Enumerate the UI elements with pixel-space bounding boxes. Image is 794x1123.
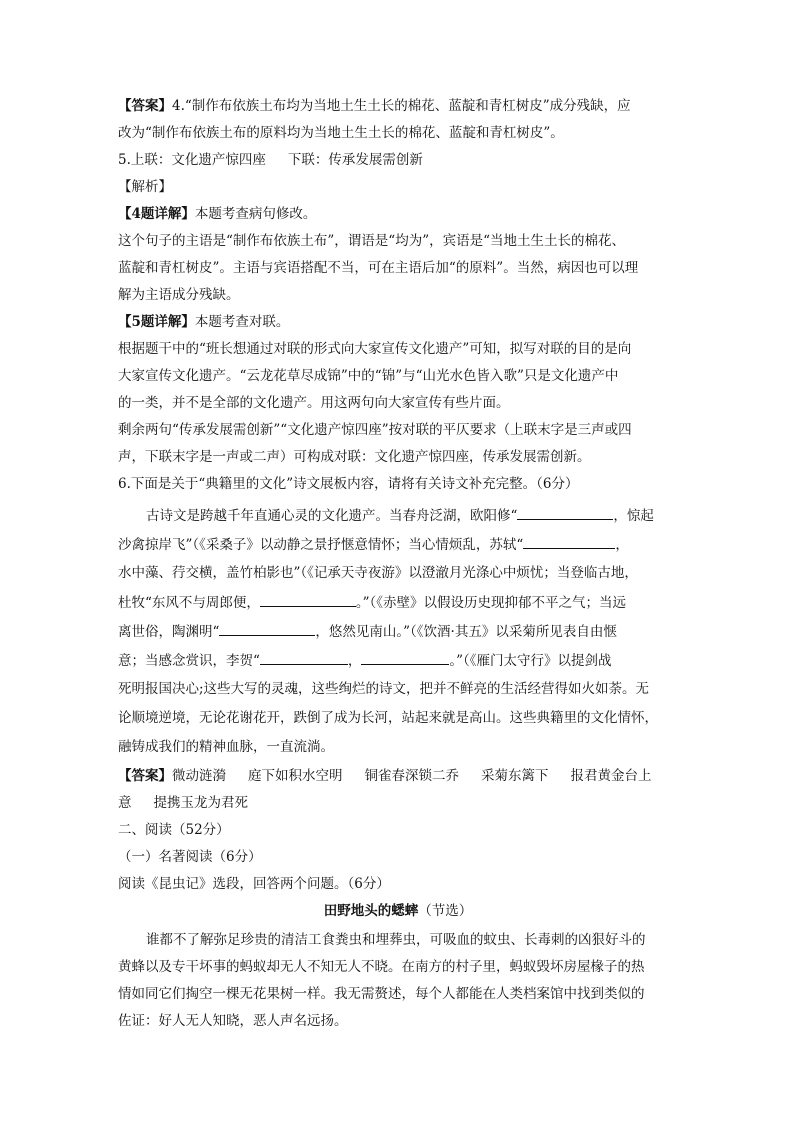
poem-text: ，悠然见南山。”（《饮酒·其五》以采菊所见表自由惬 bbox=[315, 624, 617, 640]
poem-para-6 bbox=[118, 650, 678, 671]
fill-blank-3 bbox=[260, 592, 356, 607]
lower-couplet: 下联：传承发展需创新 bbox=[287, 152, 423, 168]
answer-line-4 bbox=[118, 96, 678, 116]
poem-para-2 bbox=[118, 534, 678, 555]
answer-item: 庭下如积水空明 bbox=[248, 768, 343, 784]
analysis-heading: 【解析】 bbox=[118, 179, 172, 195]
excerpt-title bbox=[118, 901, 678, 921]
answer-item: 采菊东篱下 bbox=[481, 768, 549, 784]
answer-line-5 bbox=[118, 150, 678, 170]
poem-text: 离世俗，陶渊明“ bbox=[118, 624, 220, 640]
excerpt-para-1: 谁都不了解弥足珍贵的清洁工食粪虫和埋葬虫，可吸血的蚊虫、长毒刺的凶狠好斗的 bbox=[146, 932, 646, 948]
poem-text: 古诗文是跨越千年直通心灵的文化遗产。当春舟泛湖，欧阳修“ bbox=[146, 508, 518, 524]
q4-detail-text: 本题考查病句修改。 bbox=[194, 206, 317, 222]
poem-para-5 bbox=[118, 621, 678, 642]
q5-detail-tag: 【5题详解】 bbox=[118, 314, 195, 330]
answer-item: 微动涟漪 bbox=[172, 768, 226, 784]
q5-explain-5: 声，下联末字是一声或二声）可构成对联：文化遗产惊四座，传承发展需创新。 bbox=[118, 449, 591, 465]
poem-para-8: 论顺境逆境，无论花谢花开，跌倒了成为长河，站起来就是高山。这些典籍里的文化情怀， bbox=[118, 710, 658, 726]
q5-explain-2: 大家宣传文化遗产。“云龙花草尽成锦”中的“锦”与“山光水色皆入歌”只是文化遗产中 bbox=[118, 368, 619, 384]
poem-para-9: 融铸成我们的精神血脉，一直流淌。 bbox=[118, 739, 334, 755]
fill-blank-2 bbox=[523, 534, 615, 549]
poem-text: 。”（《赤壁》以假设历史现抑郁不平之气；当远 bbox=[355, 595, 627, 611]
poem-para-4 bbox=[118, 592, 678, 613]
q4-explain-3: 解为主语成分残缺。 bbox=[118, 287, 240, 303]
poem-text: ， bbox=[615, 537, 629, 553]
answer-tag: 【答案】 bbox=[118, 768, 172, 784]
excerpt-para-3: 情如同它们掏空一棵无花果树一样。我无需赘述，每个人都能在人类档案馆中找到类似的 bbox=[118, 986, 645, 1002]
answer-4-text: 4.“制作布依族土布均为当地土生土长的棉花、蓝靛和青杠树皮”成分残缺，应 bbox=[172, 98, 631, 114]
excerpt-para-2: 黄蜂以及专干坏事的蚂蚁却无人不知无人不晓。在南方的村子里，蚂蚁毁坏房屋椽子的热 bbox=[118, 959, 645, 975]
poem-para-1 bbox=[146, 505, 678, 526]
answer-item: 提携玉龙为君死 bbox=[153, 795, 248, 811]
question-6: 6.下面是关于“典籍里的文化”诗文展板内容，请将有关诗文补充完整。（6分） bbox=[118, 476, 579, 492]
q5-explain-1: 根据题干中的“班长想通过对联的形式向大家宣传文化遗产”可知，拟写对联的目的是向 bbox=[118, 341, 632, 357]
q4-explain-1: 这个句子的主语是“制作布依族土布”，谓语是“均为”，宾语是“当地土生土长的棉花、 bbox=[118, 233, 626, 249]
answer-item: 报君黄金台上 bbox=[570, 768, 652, 784]
answer-line-6 bbox=[118, 766, 678, 786]
poem-text: 意；当感念赏识，李贺“ bbox=[118, 653, 260, 669]
answer-item: 意 bbox=[118, 795, 132, 811]
q5-detail-heading bbox=[118, 312, 678, 332]
answer-tag: 【答案】 bbox=[118, 98, 172, 114]
poem-para-3: 水中藻、荇交横，盖竹柏影也”（《记承天寺夜游》以澄澈月光涤心中烦忧；当登临古地， bbox=[118, 565, 638, 581]
q4-explain-2: 蓝靛和青杠树皮”。主语与宾语搭配不当，可在主语后加“的原料”。当然，病因也可以理 bbox=[118, 260, 639, 276]
q4-detail-heading bbox=[118, 204, 678, 224]
q5-explain-3: 的一类，并不是全部的文化遗产。用这两句向大家宣传有些片面。 bbox=[118, 395, 510, 411]
section-heading-reading: 二、阅读（52分） bbox=[118, 822, 230, 838]
subsection-heading-classics: （一）名著阅读（6分） bbox=[118, 849, 262, 865]
answer-line-4-cont: 改为“制作布依族土布的原料均为当地土生土长的棉花、蓝靛和青杠树皮”。 bbox=[118, 125, 564, 141]
fill-blank-6 bbox=[361, 650, 449, 665]
reading-instruction: 阅读《昆虫记》选段，回答两个问题。（6分） bbox=[118, 876, 390, 892]
poem-text: 。”（《雁门太守行》以提剑战 bbox=[449, 653, 612, 669]
fill-blank-1 bbox=[517, 505, 613, 520]
answer-item: 铜雀春深锁二乔 bbox=[364, 768, 459, 784]
q5-detail-text: 本题考查对联。 bbox=[194, 314, 290, 330]
q4-detail-tag: 【4题详解】 bbox=[118, 206, 195, 222]
poem-text: ， bbox=[347, 653, 362, 669]
poem-para-7: 死明报国决心;这些大写的灵魂，这些绚烂的诗文，把并不鲜亮的生活经营得如火如荼。无 bbox=[118, 681, 650, 697]
answer-line-6-cont bbox=[118, 793, 678, 813]
excerpt-title-note: （节选） bbox=[418, 903, 473, 919]
poem-text: ，惊起 bbox=[613, 508, 654, 524]
upper-couplet: 5.上联：文化遗产惊四座 bbox=[118, 152, 266, 168]
poem-text: 杜牧“东风不与周郎便， bbox=[118, 595, 260, 611]
fill-blank-5 bbox=[260, 650, 348, 665]
q5-explain-4: 剩余两句“传承发展需创新”“文化遗产惊四座”按对联的平仄要求（上联末字是三声或四 bbox=[118, 422, 632, 438]
excerpt-para-4: 佐证：好人无人知晓，恶人声名远扬。 bbox=[118, 1013, 348, 1029]
excerpt-title-main: 田野地头的蟋蟀 bbox=[323, 903, 419, 919]
fill-blank-4 bbox=[219, 621, 315, 636]
poem-text: 沙禽掠岸飞”（《采桑子》以动静之景抒惬意情怀；当心情烦乱，苏轼“ bbox=[118, 537, 524, 553]
